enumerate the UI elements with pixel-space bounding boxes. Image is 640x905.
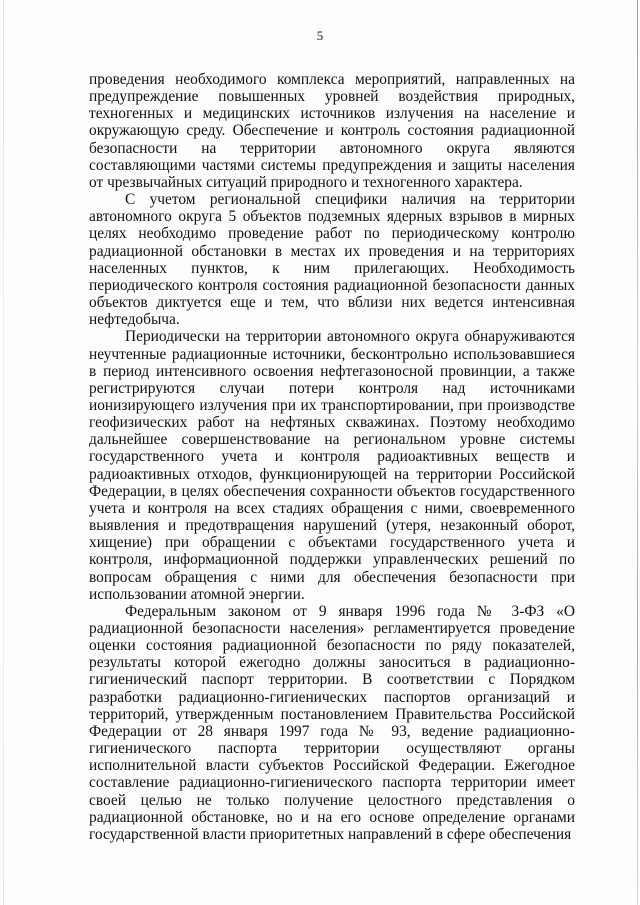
page-number: 5 (316, 28, 324, 43)
scan-edge-right (637, 0, 638, 905)
paragraph-regional-specifics: С учетом региональной специфики наличия на территории автономного округа 5 объектов подземных ядерных взрывов в мирных целях необходимо проведение работ по периодическому контролю радиационной обстановки в местах их проведения и на территориях населенных пунктов, к ним прилегающих. Необходимость периодического контроля состояния радиационной безопасности данных объектов диктуется еще и тем, что вблизи них ведется интенсивная нефтедобыча. (89, 191, 575, 329)
scan-edge-left (3, 0, 4, 905)
paragraph-unaccounted-sources: Периодически на территории автономного округа обнаруживаются неучтенные радиационные источники, бесконтрольно использовавшиеся в период интенсивного освоения нефтегазоносной провинции, а также регистрируются случаи потери контроля над источниками ионизирующего излучения при их транспортировании, при производстве геофизических работ на нефтяных скважинах. Поэтому необходимо дальнейшее совершенствование на региональном уровне системы государственного учета и контроля радиоактивных веществ и радиоактивных отходов, функционирующей на территории Российской Федерации, в целях обеспечения сохранности объектов государственного учета и контроля на всех стадиях обращения с ними, своевременного выявления и предотвращения нарушений (утеря, незаконный оборот, хищение) при обращении с объектами государственного учета и контроля, информационной поддержки управленческих решений по вопросам обращения с ними для обеспечения безопасности при использовании атомной энергии. (89, 328, 575, 603)
body-text (89, 71, 575, 843)
paragraph-continuation: проведения необходимого комплекса мероприятий, направленных на предупреждение повышенных уровней воздействия природных, техногенных и медицинских источников излучения на население и окружающую среду. Обеспечение и контроль состояния радиационной безопасности на территории автономного округа являются составляющими частями системы предупреждения и защиты населения от чрезвычайных ситуаций природного и техногенного характера. (89, 71, 575, 191)
paragraph-federal-law: Федеральным законом от 9 января 1996 года № 3-ФЗ «О радиационной безопасности населения» регламентируется проведение оценки состояния радиационной безопасности по ряду показателей, результаты которой ежегодно должны заноситься в радиационно-гигиенический паспорт территории. В соответствии с Порядком разработки радиационно-гигиенических паспортов организаций и территорий, утвержденным постановлением Правительства Российской Федерации от 28 января 1997 года № 93, ведение радиационно-гигиенического паспорта территории осуществляют органы исполнительной власти субъектов Российской Федерации. Ежегодное составление радиационно-гигиенического паспорта территории имеет своей целью не только получение целостного представления о радиационной обстановке, но и на его основе определение органами государственной власти приоритетных направлений в сфере обеспечения (89, 602, 575, 843)
